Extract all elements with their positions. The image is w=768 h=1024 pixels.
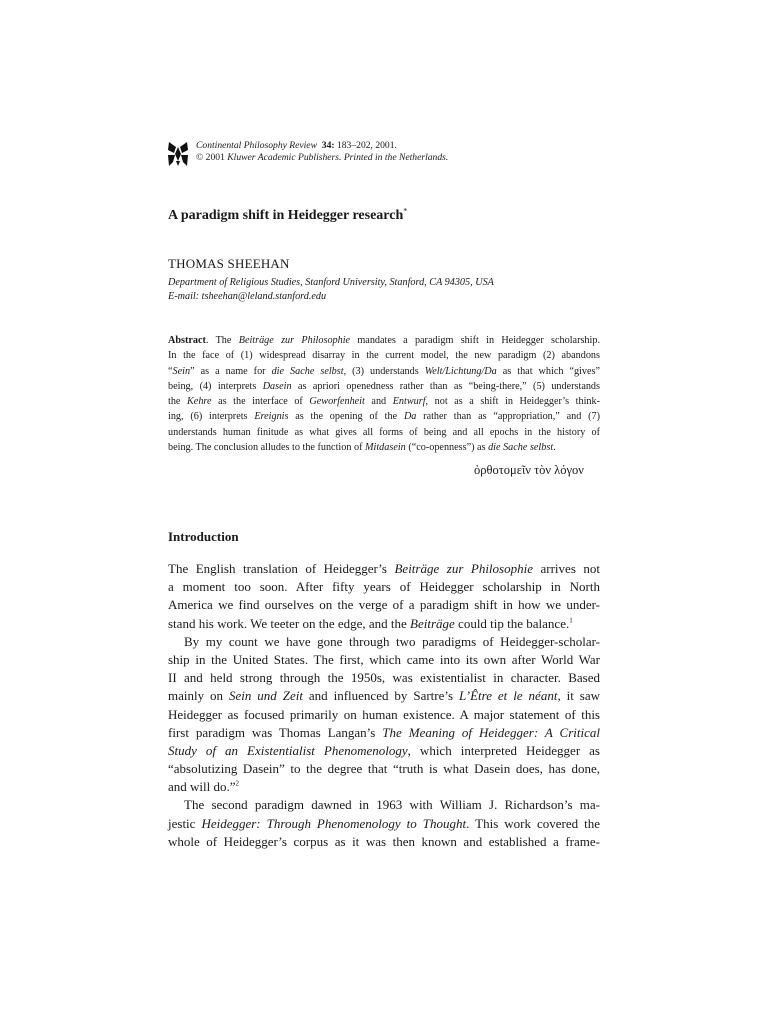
title-footnote-mark: * bbox=[403, 206, 408, 216]
article-title-text: A paradigm shift in Heidegger research bbox=[168, 208, 404, 223]
author-affiliation-block bbox=[168, 276, 608, 304]
body-line: jestic Heidegger: Through Phenomenology to Thought. This work covered the bbox=[168, 815, 600, 831]
abstract-line: the Kehre as the interface of Geworfenheit and Entwurf, not as a shift in Heidegger’s think- bbox=[168, 396, 600, 408]
body-line: whole of Heidegger’s corpus as it was then known and established a frame- bbox=[168, 833, 600, 849]
body-line: “absolutizing Dasein” to the degree that “truth is what Dasein does, has done, bbox=[168, 761, 600, 777]
body-text bbox=[168, 560, 600, 851]
journal-header bbox=[170, 140, 610, 164]
italic-term: die Sache selbst bbox=[271, 365, 344, 377]
abstract bbox=[168, 333, 600, 455]
author-email: E-mail: tsheehan@leland.stanford.edu bbox=[168, 291, 327, 302]
body-line: America we find ourselves on the verge of a paradigm shift in how we under- bbox=[168, 597, 600, 613]
italic-term: Study of an Existentialist Phenomenology bbox=[168, 742, 408, 758]
footnote-ref[interactable]: 2 bbox=[235, 779, 240, 788]
italic-term: Geworfenheit bbox=[309, 396, 365, 408]
italic-term: Beiträge zur Philosophie bbox=[394, 561, 533, 576]
copyright-prefix: © 2001 bbox=[196, 152, 228, 163]
body-line: The second paradigm dawned in 1963 with William J. Richardson’s ma- bbox=[184, 797, 600, 813]
journal-pages-year: 183–202, 2001. bbox=[334, 140, 397, 151]
article-title bbox=[168, 208, 407, 224]
publisher-logo-icon bbox=[167, 141, 189, 167]
abstract-line: being, (4) interprets Dasein as apriori openedness rather than as “being-there,” (5) understands bbox=[168, 380, 600, 392]
epigraph: ὀρθοτομεῖν τὸν λόγον bbox=[474, 463, 584, 477]
body-line: stand his work. We teeter on the edge, and the Beiträge could tip the balance.$^1$ bbox=[168, 615, 573, 631]
body-line: Heidegger as focused primarily on human existence. A major statement of this bbox=[168, 706, 600, 722]
italic-term: Heidegger: Through Phenomenology to Thought bbox=[201, 815, 467, 831]
italic-term: Dasein bbox=[262, 380, 292, 392]
italic-term: die Sache selbst bbox=[488, 442, 554, 454]
italic-term: Welt/Lichtung/Da bbox=[424, 365, 497, 377]
section-heading-introduction: Introduction bbox=[168, 529, 239, 544]
italic-term: Ereignis bbox=[254, 411, 289, 423]
abstract-label: Abstract bbox=[168, 335, 206, 346]
italic-term: Sein bbox=[172, 365, 191, 377]
journal-volume: 34: bbox=[321, 140, 335, 151]
italic-term: The Meaning of Heidegger: A Critical bbox=[382, 724, 600, 740]
abstract-line: understands human finitude as what gives all forms of being and all epochs in the history of bbox=[168, 426, 600, 438]
italic-term: Da bbox=[403, 411, 417, 423]
author-name: THOMAS SHEEHAN bbox=[168, 256, 290, 271]
italic-term: Beiträge zur Philosophie bbox=[238, 335, 351, 346]
author-affiliation: Department of Religious Studies, Stanford University, Stanford, CA 94305, USA bbox=[168, 277, 494, 288]
abstract-line: In the face of (1) widespread disarray in the current model, the new paradigm (2) abandons bbox=[168, 350, 600, 362]
body-line: II and held strong through the 1950s, was existentialist in character. Based bbox=[168, 670, 600, 686]
abstract-line: ing, (6) interprets Ereignis as the opening of the Da rather than as “appropriation,” and (7) bbox=[168, 411, 601, 423]
body-line: a moment too soon. After fifty years of Heidegger scholarship in North bbox=[168, 579, 600, 595]
italic-term: Beiträge bbox=[410, 615, 455, 631]
publisher-line: Kluwer Academic Publishers. Printed in the Netherlands. bbox=[227, 152, 449, 163]
italic-term: Kehre bbox=[187, 396, 212, 408]
footnote-ref[interactable]: 1 bbox=[569, 616, 573, 625]
body-line: mainly on Sein und Zeit and influenced by Sartre’s L’Être et le néant, it saw bbox=[168, 688, 601, 704]
body-line: and will do.”$^2$ bbox=[168, 779, 240, 795]
italic-term: Sein und Zeit bbox=[228, 688, 303, 704]
body-line: first paradigm was Thomas Langan’s The Meaning of Heidegger: A Critical bbox=[168, 724, 600, 740]
body-line: By my count we have gone through two paradigms of Heidegger-scholar- bbox=[184, 633, 600, 649]
body-line: The English translation of Heidegger’s Beiträge zur Philosophie arrives not bbox=[168, 561, 600, 576]
body-line: Study of an Existentialist Phenomenology, which interpreted Heidegger as bbox=[168, 742, 600, 758]
abstract-line: being. The conclusion alludes to the function of Mitdasein (“co-openness”) as die Sache selbst. bbox=[168, 442, 556, 454]
italic-term: Entwurf bbox=[392, 396, 426, 408]
journal-name: Continental Philosophy Review bbox=[196, 140, 317, 151]
italic-term: L’Être et le néant bbox=[459, 688, 558, 704]
abstract-line: “Sein” as a name for die Sache selbst, (3) understands Welt/Lichtung/Da as that which “gives” bbox=[168, 365, 600, 377]
body-line: ship in the United States. The first, which came into its own after World War bbox=[168, 651, 600, 667]
italic-term: Mitdasein bbox=[365, 442, 406, 454]
abstract-line: Abstract. The Beiträge zur Philosophie mandates a paradigm shift in Heidegger scholarship. bbox=[168, 335, 600, 346]
